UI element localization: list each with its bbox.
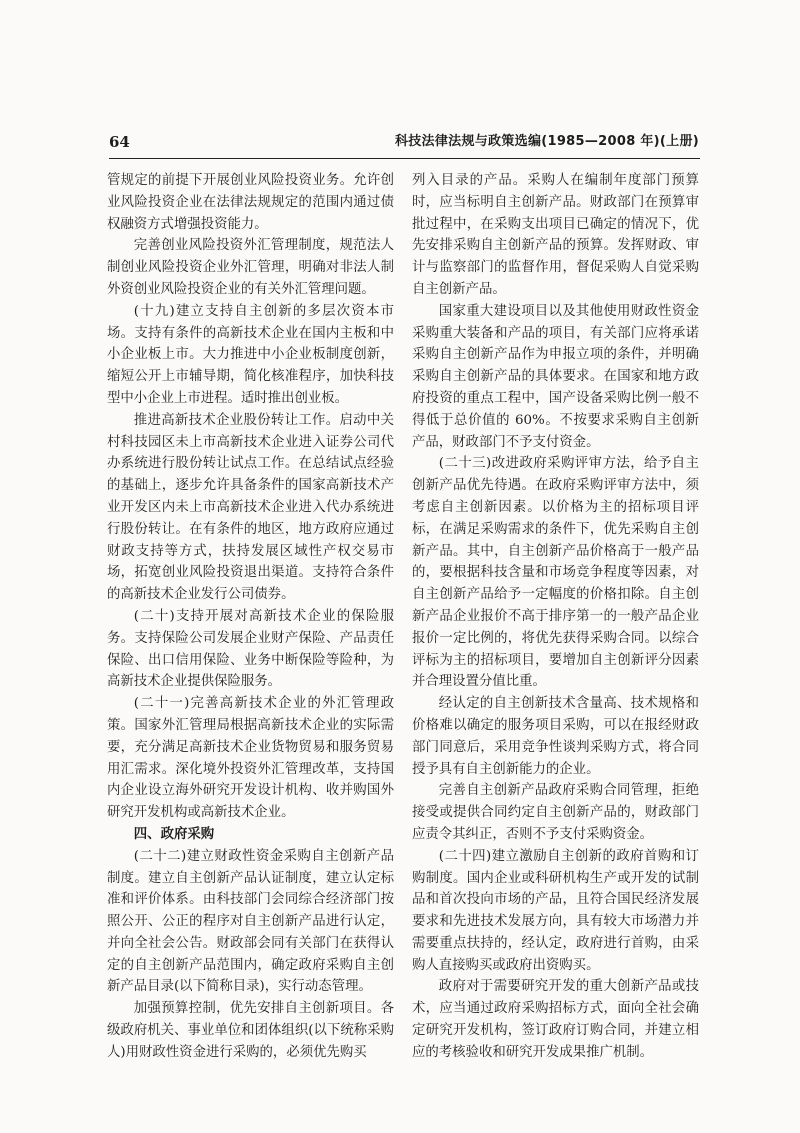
- paragraph: 加强预算控制，优先安排自主创新项目。各级政府机关、事业单位和团体组织(以下统称采购人)用财政性资金进行采购的，必须优先购买: [107, 1001, 394, 1060]
- running-title: 科技法律法规与政策选编(1985—2008 年)(上册): [394, 134, 699, 149]
- paragraph: 经认定的自主创新技术含量高、技术规格和价格难以确定的服务项目采购，可以在报经财政部门同意后，采用竞争性谈判采购方式，将合同授予具有自主创新能力的企业。: [412, 696, 699, 777]
- paragraph: (二十三)改进政府采购评审方法，给予自主创新产品优先待遇。在政府采购评审方法中，须考虑自主创新因素。以价格为主的招标项目评标，在满足采购需求的条件下，优先采购自主创新产品。其中，自主创新产品价格高于一般产品的，要根据科技含量和市场竞争程度等因素，对自主创新产品给予一定幅度的价格扣除。自主创新产品企业报价不高于排序第一的一般产品企业报价一定比例的，将优先获得采购合同。以综合评标为主的招标项目，要增加自主创新评分因素并合理设置分值比重。: [412, 456, 699, 690]
- paragraph: (二十二)建立财政性资金采购自主创新产品制度。建立自主创新产品认证制度，建立认定标准和评价体系。由科技部门会同综合经济部门按照公开、公正的程序对自主创新产品进行认定，并向全社会公告。财政部会同有关部门在获得认定的自主创新产品范围内，确定政府采购自主创新产品目录(以下简称目录)，实行动态管理。: [107, 848, 394, 995]
- paragraph: 管规定的前提下开展创业风险投资业务。允许创业风险投资企业在法律法规规定的范围内通过债权融资方式增强投资能力。: [107, 173, 394, 232]
- paragraph: 推进高新技术企业股份转让工作。启动中关村科技园区未上市高新技术企业进入证券公司代办系统进行股份转让试点工作。在总结试点经验的基础上，逐步允许具备条件的国家高新技术产业开发区内未上市高新技术企业进入代办系统进行股份转让。在有条件的地区，地方政府应通过财政支持等方式，扶持发展区域性产权交易市场，拓宽创业风险投资退出渠道。支持符合条件的高新技术企业发行公司债券。: [107, 412, 394, 603]
- header-rule: [109, 158, 700, 159]
- paragraph: (二十一)完善高新技术企业的外汇管理政策。国家外汇管理局根据高新技术企业的实际需要，充分满足高新技术企业货物贸易和服务贸易用汇需求。深化境外投资外汇管理改革，支持国内企业设立海外研究开发设计机构、收并购国外研究开发机构或高新技术企业。: [107, 696, 394, 821]
- paragraph: 完善创业风险投资外汇管理制度，规范法人制创业风险投资企业外汇管理，明确对非法人制外资创业风险投资企业的有关外汇管理问题。: [107, 238, 394, 297]
- left-text-column: [107, 170, 394, 1064]
- paragraph: 国家重大建设项目以及其他使用财政性资金采购重大装备和产品的项目，有关部门应将承诺采购自主创新产品作为申报立项的条件，并明确采购自主创新产品的具体要求。在国家和地方政府投资的重点工程中，国产设备采购比例一般不得低于总价值的 60%。不按要求采购自主创新产品，财政部门不予支付资金。: [412, 303, 699, 450]
- page-header: [109, 132, 699, 154]
- right-text-column: [412, 170, 699, 1064]
- paragraph: 完善自主创新产品政府采购合同管理，拒绝接受或提供合同约定自主创新产品的，财政部门应责令其纠正，否则不予支付采购资金。: [412, 783, 699, 842]
- paragraph: 政府对于需要研究开发的重大创新产品或技术，应当通过政府采购招标方式，面向全社会确定研究开发机构，签订政府订购合同，并建立相应的考核验收和研究开发成果推广机制。: [412, 979, 699, 1060]
- paragraph: (二十四)建立激励自主创新的政府首购和订购制度。国内企业或科研机构生产或开发的试制品和首次投向市场的产品，且符合国民经济发展要求和先进技术发展方向，具有较大市场潜力并需要重点扶持的，经认定，政府进行首购，由采购人直接购买或政府出资购买。: [412, 848, 699, 973]
- paragraph: (二十)支持开展对高新技术企业的保险服务。支持保险公司发展企业财产保险、产品责任保险、出口信用保险、业务中断保险等险种，为高新技术企业提供保险服务。: [107, 608, 394, 690]
- page-number: 64: [109, 133, 130, 151]
- section-heading: 四、政府采购: [133, 826, 215, 842]
- paragraph: 列入目录的产品。采购人在编制年度部门预算时，应当标明自主创新产品。财政部门在预算审批过程中，在采购支出项目已确定的情况下，优先安排采购自主创新产品的预算。发挥财政、审计与监察部门的监督作用，督促采购人自觉采购自主创新产品。: [412, 173, 699, 297]
- paragraph: (十九)建立支持自主创新的多层次资本市场。支持有条件的高新技术企业在国内主板和中小企业板上市。大力推进中小企业板制度创新，缩短公开上市辅导期，简化核准程序，加快科技型中小企业上市进程。适时推出创业板。: [107, 303, 394, 406]
